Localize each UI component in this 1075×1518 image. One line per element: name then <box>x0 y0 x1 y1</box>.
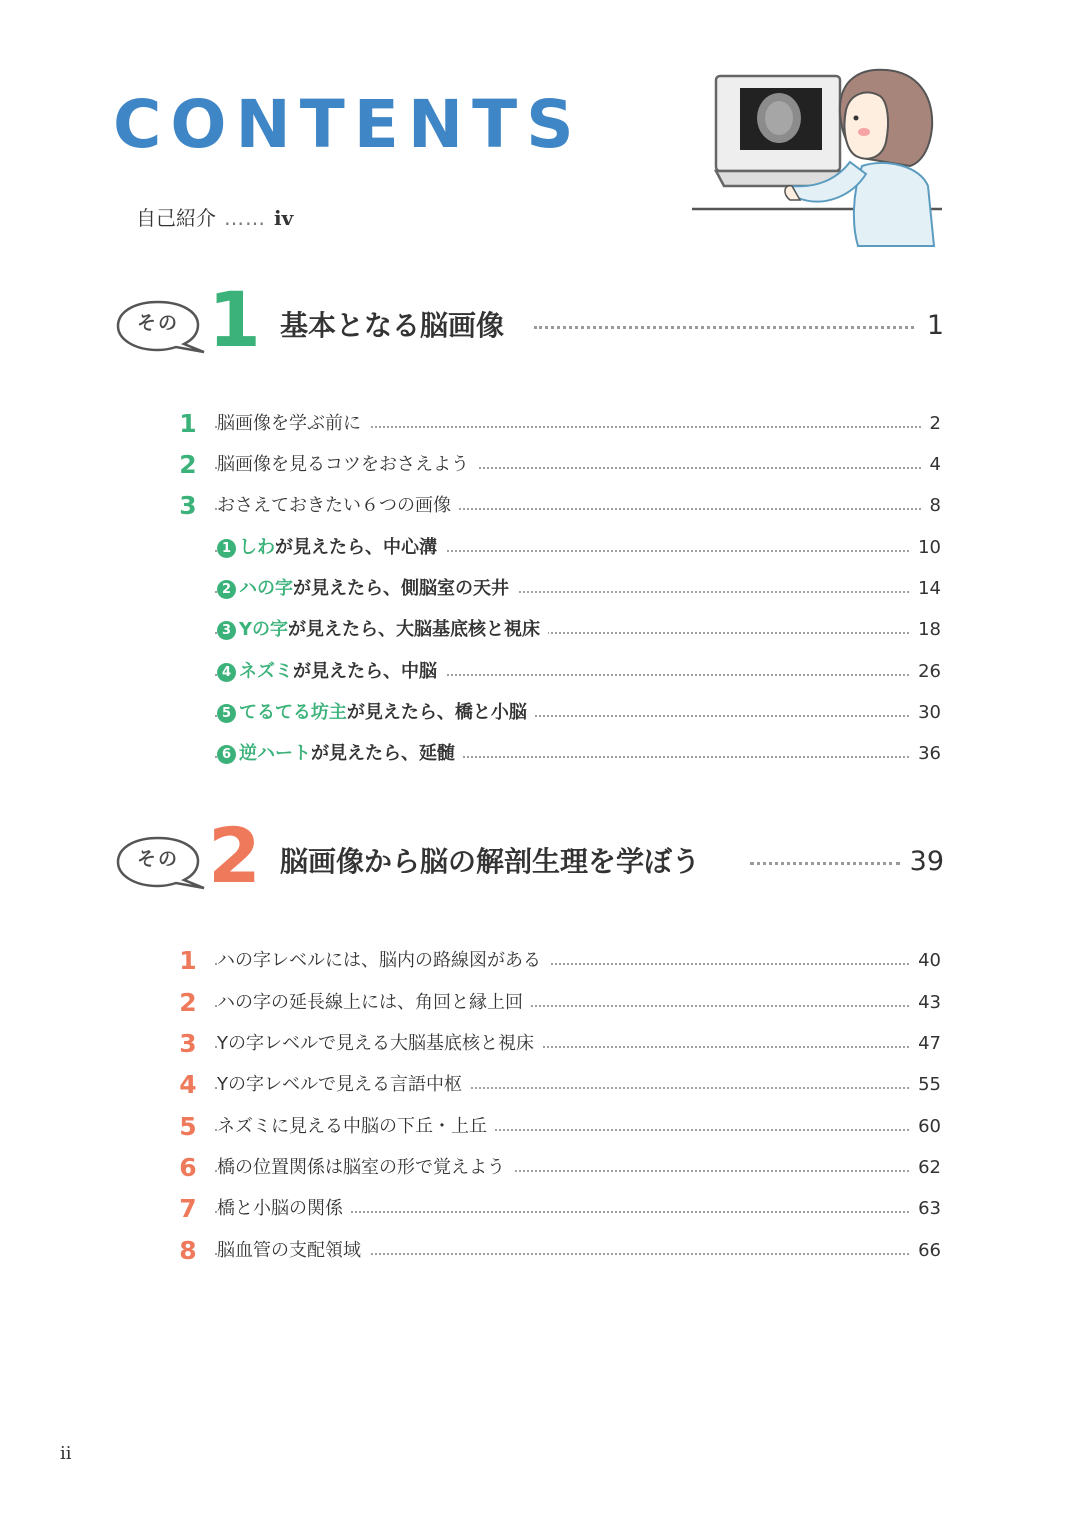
toc-row[interactable] <box>175 1070 941 1100</box>
toc-page: 26 <box>910 660 941 684</box>
toc-number: 3 <box>179 491 197 520</box>
toc-number: 1 <box>179 946 197 975</box>
toc-page: 47 <box>910 1032 941 1056</box>
toc-sub-number: 4 <box>217 663 236 682</box>
part-2-leader <box>750 862 900 865</box>
toc-text: ハの字レベルには、脳内の路線図がある <box>217 949 549 973</box>
toc-text: Yの字レベルで見える大脳基底核と視床 <box>217 1032 542 1056</box>
toc-page: 18 <box>910 618 941 642</box>
toc-sub-text: が見えたら、中心溝 <box>275 537 437 558</box>
toc-number: 4 <box>179 1070 197 1099</box>
toc-number: 1 <box>179 409 197 438</box>
toc-page: 40 <box>910 949 941 973</box>
toc-row[interactable] <box>175 409 941 439</box>
toc-page: 10 <box>910 536 941 560</box>
toc-row[interactable] <box>175 1153 941 1183</box>
toc-page: 14 <box>910 577 941 601</box>
part-2-bubble-label: その <box>136 848 179 870</box>
toc-sub-text: が見えたら、大脳基底核と視床 <box>288 619 541 640</box>
toc-page: 60 <box>910 1115 941 1139</box>
toc-subrow[interactable] <box>175 574 941 604</box>
toc-page: 4 <box>922 453 941 477</box>
toc-sub-highlight: ネズミ <box>239 661 293 682</box>
toc-subrow[interactable] <box>175 739 941 769</box>
toc-sub-number: 6 <box>217 745 236 764</box>
part-1-bubble-label: その <box>136 312 179 334</box>
toc-text: ネズミに見える中脳の下丘・上丘 <box>217 1115 495 1139</box>
toc-text: おさえておきたい６つの画像 <box>217 494 459 518</box>
toc-sub-highlight: てるてる坊主 <box>239 702 347 723</box>
toc-number: 7 <box>179 1194 197 1223</box>
page-title: CONTENTS <box>113 86 583 163</box>
part-1-page: 1 <box>926 310 944 341</box>
part-2-heading[interactable] <box>112 811 944 914</box>
intro-label: 自己紹介 <box>136 206 216 230</box>
part-1-number: 1 <box>208 275 261 364</box>
toc-text: 橋の位置関係は脳室の形で覚えよう <box>217 1156 513 1180</box>
toc-sub-number: 3 <box>217 621 236 640</box>
toc-sub-number: 1 <box>217 539 236 558</box>
toc-sub-highlight: 逆ハート <box>239 743 311 764</box>
toc-page: 63 <box>910 1197 941 1221</box>
toc-sub-text: が見えたら、橋と小脳 <box>346 702 527 723</box>
toc-number: 2 <box>179 450 197 479</box>
toc-row[interactable] <box>175 1194 941 1224</box>
toc-number: 8 <box>179 1236 197 1265</box>
toc-sub-text: が見えたら、中脳 <box>293 661 437 682</box>
toc-subrow[interactable] <box>175 657 941 687</box>
toc-sub-number: 2 <box>217 580 236 599</box>
toc-page: 30 <box>910 701 941 725</box>
toc-page: 66 <box>910 1239 941 1263</box>
toc-subrow[interactable] <box>175 615 941 645</box>
intro-page: iv <box>274 206 294 230</box>
toc-text: Yの字レベルで見える言語中枢 <box>217 1073 470 1097</box>
toc-sub-highlight: ハの字 <box>239 578 293 599</box>
toc-row[interactable] <box>175 946 941 976</box>
toc-page: 8 <box>922 494 941 518</box>
toc-number: 3 <box>179 1029 197 1058</box>
toc-page: 62 <box>910 1156 941 1180</box>
toc-text: 脳画像を見るコツをおさえよう <box>217 453 477 477</box>
part-1-title: 基本となる脳画像 <box>280 309 505 342</box>
toc-text: 脳画像を学ぶ前に <box>217 412 369 436</box>
toc-text: 橋と小脳の関係 <box>217 1197 351 1221</box>
toc-subrow[interactable] <box>175 698 941 728</box>
toc-sub-text: が見えたら、延髄 <box>311 743 455 764</box>
toc-sub-number: 5 <box>217 704 236 723</box>
part-2-number: 2 <box>208 811 261 900</box>
part-2-title: 脳画像から脳の解剖生理を学ぼう <box>280 845 701 878</box>
toc-page: 36 <box>910 742 941 766</box>
toc-sub-text: が見えたら、側脳室の天井 <box>293 578 509 599</box>
toc-row[interactable] <box>175 988 941 1018</box>
part-1-heading[interactable] <box>112 275 944 378</box>
toc-sub-highlight: Yの字 <box>239 619 289 640</box>
toc-row[interactable] <box>175 1029 941 1059</box>
toc-row[interactable] <box>175 450 941 480</box>
toc-sub-highlight: しわ <box>239 537 275 558</box>
toc-number: 2 <box>179 988 197 1017</box>
intro-dots: …… <box>224 206 266 230</box>
toc-number: 5 <box>179 1112 197 1141</box>
page-number: ii <box>60 1443 72 1464</box>
part-2-page: 39 <box>909 846 944 877</box>
toc-row[interactable] <box>175 491 941 521</box>
toc-page: 2 <box>922 412 941 436</box>
toc-page: 55 <box>910 1073 941 1097</box>
toc-subrow[interactable] <box>175 533 941 563</box>
intro-entry[interactable] <box>136 204 293 232</box>
part-1-leader <box>534 326 914 329</box>
toc-row[interactable] <box>175 1236 941 1266</box>
nurse-computer-illustration <box>690 66 945 251</box>
toc-text: ハの字の延長線上には、角回と縁上回 <box>217 991 531 1015</box>
toc-row[interactable] <box>175 1112 941 1142</box>
toc-text: 脳血管の支配領域 <box>217 1239 369 1263</box>
toc-page: 43 <box>910 991 941 1015</box>
toc-number: 6 <box>179 1153 197 1182</box>
